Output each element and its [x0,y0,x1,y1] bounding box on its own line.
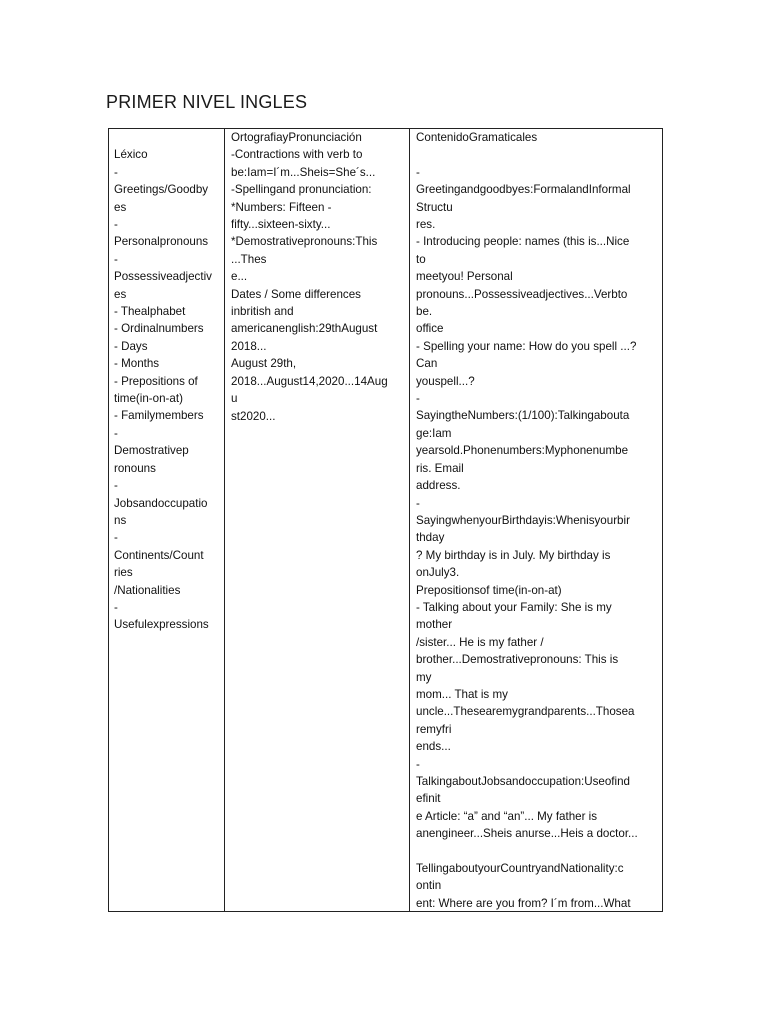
text-line: *Demostrativepronouns:This [231,235,378,249]
text-line: - [114,165,118,179]
text-line: - [114,479,118,493]
text-line: - Prepositions of [114,374,198,388]
text-line: ContenidoGramaticales [416,131,538,144]
text-line: - [416,496,420,510]
text-line: ? My birthday is in July. My birthday is [416,548,611,562]
text-line: yearsold.Phonenumbers:Myphonenumbe [416,444,629,458]
text-line: efinit [416,792,441,806]
text-line: 2018...August14,2020...14Aug [231,374,388,388]
text-line: ns [114,513,127,527]
text-line: Jobsandoccupatio [114,496,208,510]
text-line: ries [114,566,133,580]
text-line: TalkingaboutJobsandoccupation:Useofind [416,775,630,789]
page-title: PRIMER NIVEL INGLES [106,92,308,112]
text-line: - [114,531,118,545]
column-ortografia-text [225,129,409,911]
text-line: OrtografiayPronunciación [231,131,362,144]
text-line: es [114,287,127,301]
text-line: - Months [114,357,160,371]
text-line: - Ordinalnumbers [114,322,204,336]
text-line: onJuly3. [416,566,460,580]
text-line: Usefulexpressions [114,618,209,632]
text-line: SayingtheNumbers:(1/100):Talkingabouta [416,409,630,423]
text-line: youspell...? [416,374,475,388]
text-line: uncle...Thesearemygrandparents...Thosea [416,705,635,719]
text-line: e... [231,270,248,284]
column-contenido-gramatical [410,129,663,912]
text-line: /sister... He is my father / [416,635,544,649]
text-line: ends... [416,740,451,754]
text-line: /Nationalities [114,583,181,597]
text-line: brother...Demostrativepronouns: This is [416,653,619,667]
text-line: SayingwhenyourBirthdayis:Whenisyourbir [416,513,630,527]
text-line: es [114,200,127,214]
column-lexico [109,129,225,912]
text-line: meetyou! Personal [416,270,513,284]
text-line: Greetingandgoodbyes:FormalandInformal [416,183,631,197]
text-line: to [416,252,426,266]
text-line: - Thealphabet [114,305,186,319]
text-line: - Days [114,339,148,353]
text-line: remyfri [416,722,452,736]
text-line: americanenglish:29thAugust [231,322,378,336]
text-line: time(in-on-at) [114,392,183,406]
text-line: 2018... [231,339,267,353]
text-line: anengineer...Sheis anurse...Heis a doctor... [416,827,638,841]
text-line: - [416,165,420,179]
column-contenido-gramatical-text [410,129,662,911]
text-line: ronouns [114,461,156,475]
text-line: pronouns...Possessiveadjectives...Verbto [416,287,628,301]
text-line: - Familymembers [114,409,204,423]
text-line: e Article: “a” and “an”... My father is [416,809,598,823]
text-line: - Spelling your name: How do you spell ...? [416,339,637,353]
text-line: - [416,757,420,771]
column-lexico-text [109,129,224,911]
text-line: mom... That is my [416,687,508,701]
text-line: address. [416,479,461,493]
text-line: mother [416,618,453,632]
text-line: ge:Iam [416,426,452,440]
text-line: Structu [416,200,453,214]
text-line: be:Iam=I´m...Sheis=She´s... [231,165,376,179]
text-line [416,146,657,163]
text-line: Demostrativep [114,444,189,458]
text-line: - Talking about your Family: She is my [416,600,612,614]
text-line: - [114,600,118,614]
text-line: be. [416,305,433,319]
text-line: ...Thes [231,252,267,266]
text-line: thday [416,531,445,545]
text-line: res. [416,218,436,232]
text-line: st2020... [231,409,276,423]
text-line: inbritish and [231,305,294,319]
text-line: my [416,670,432,684]
text-line: Can [416,357,438,371]
text-line: -Contractions with verb to [231,148,363,162]
text-line: u [231,392,238,406]
text-line: Possessiveadjectiv [114,270,212,284]
text-line: *Numbers: Fifteen - [231,200,332,214]
text-line: ent: Where are you from? I´m from...What [416,896,631,910]
text-line: - [416,392,420,406]
text-line [114,129,219,146]
content-table [108,128,663,912]
text-line: Continents/Count [114,548,204,562]
text-line: - Introducing people: names (this is...Nice [416,235,630,249]
text-line: - [114,426,118,440]
text-line: Personalpronouns [114,235,209,249]
text-line: Prepositionsof time(in-on-at) [416,583,562,597]
text-line: TellingaboutyourCountryandNationality:c [416,862,624,876]
text-line: ris. Email [416,461,464,475]
text-line: Dates / Some differences [231,287,361,301]
text-line: fifty...sixteen-sixty... [231,218,331,232]
text-line: ontin [416,879,442,893]
text-line [416,843,657,860]
text-line: - [114,252,118,266]
column-ortografia [225,129,410,912]
text-line: Greetings/Goodby [114,183,209,197]
text-line: -Spellingand pronunciation: [231,183,372,197]
text-line: - [114,218,118,232]
text-line: Léxico [114,148,148,162]
text-line: office [416,322,444,336]
table-row [109,129,663,912]
text-line: August 29th, [231,357,297,371]
